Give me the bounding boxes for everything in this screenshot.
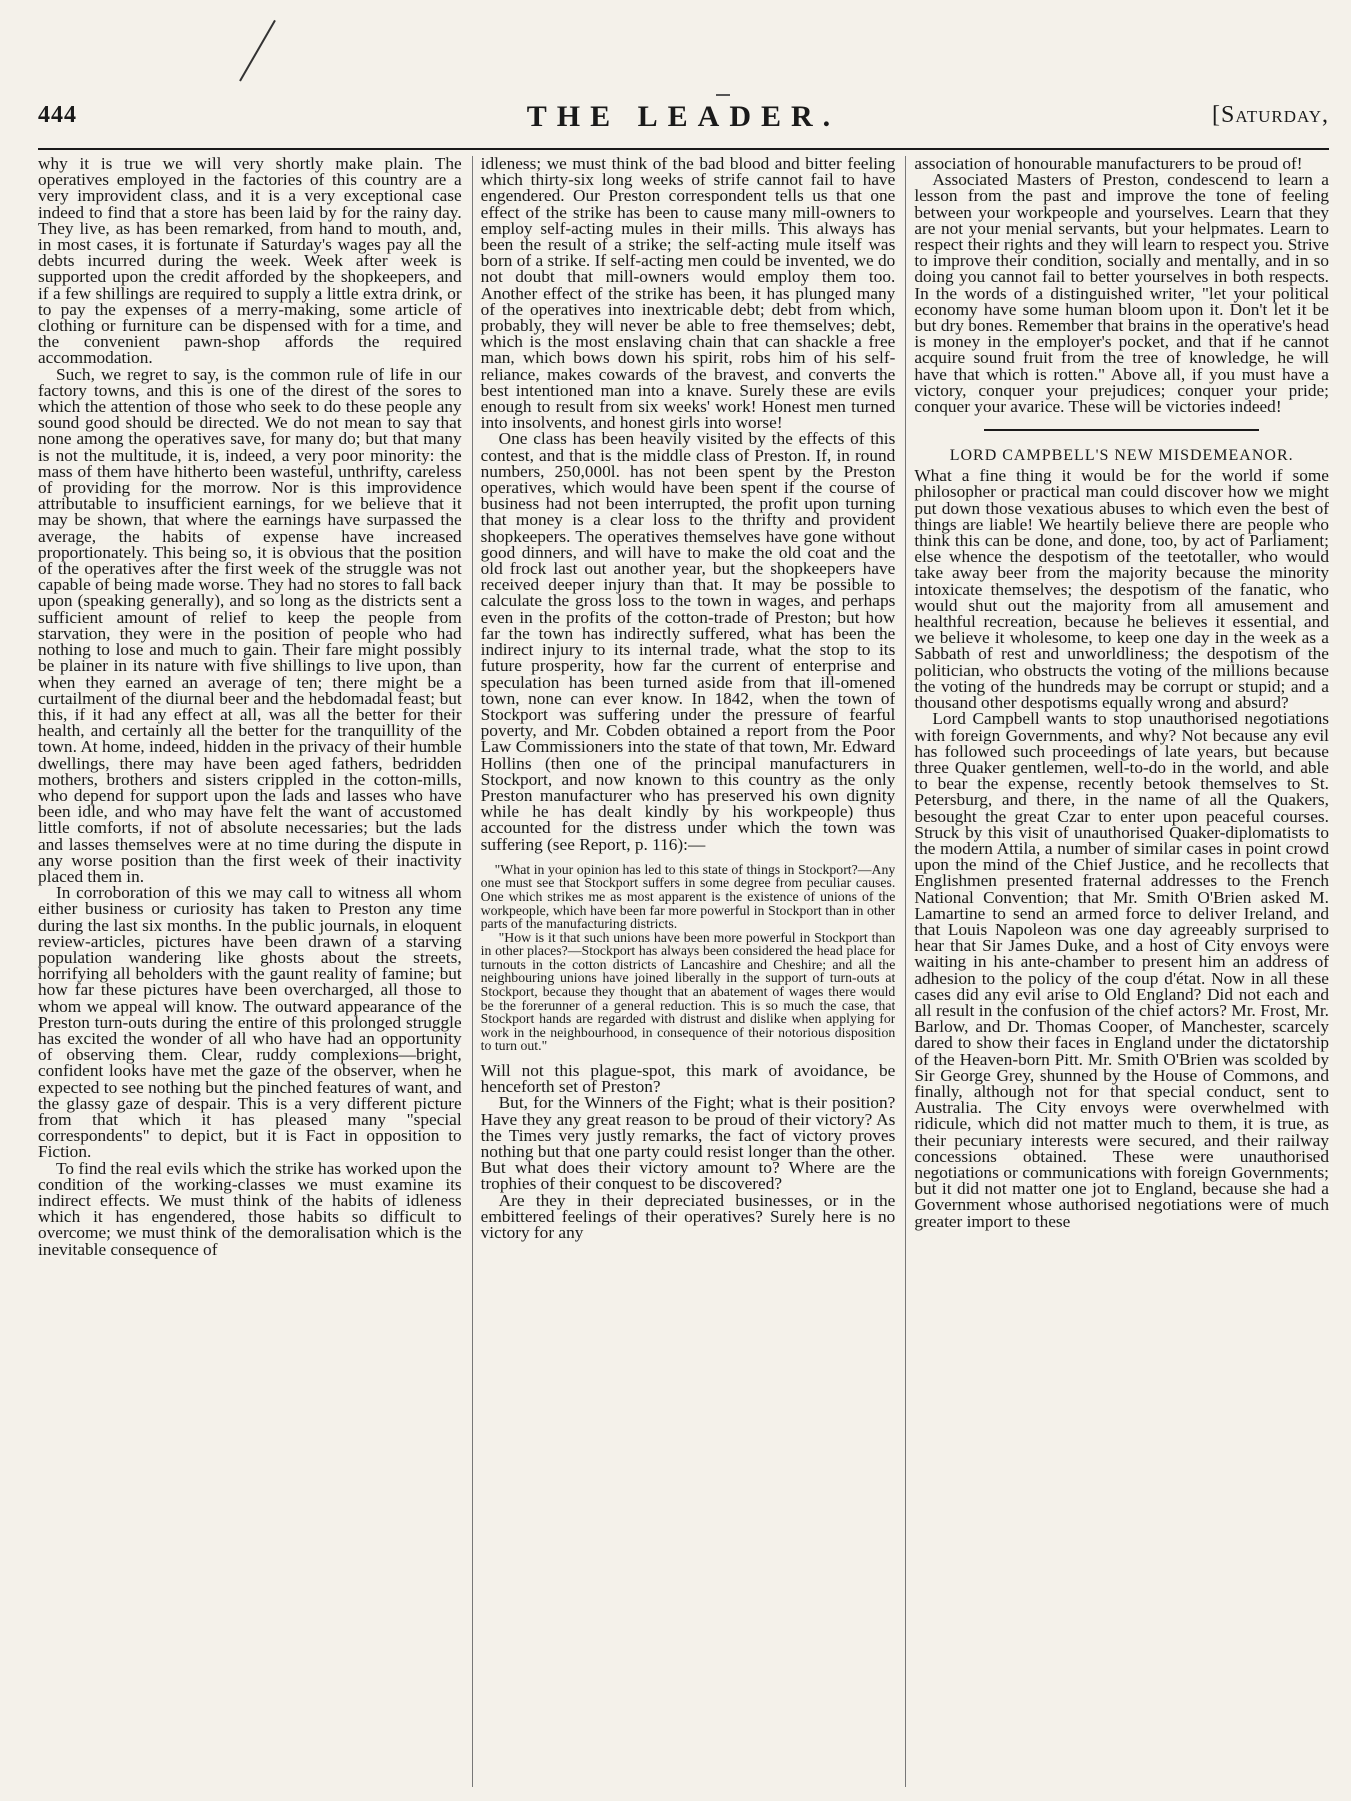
paragraph: Associated Masters of Preston, condescend to learn a lesson from the past and improve the tone of feeling between your workpeople and yourselves. Learn that they are not your menial servants, but your helpmates. Learn to respect their rights and they will learn to respect you. Strive to improve their condition, socially and mentally, and in so doing you cannot fail to better yourselves in both respects. In the words of a distinguished writer, "let your political economy have some human bloom upon it. Don't let it be but dry bones. Remember that brains in the operative's head is money in the employer's pocket, and that if he cannot acquire sound fruit from the tree of knowledge, he will have that which is rotten." Above all, if you must have a victory, conquer your prejudices; conquer your pride; conquer your avarice. These will be victories indeed! [914,170,1329,417]
paragraph: association of honourable manufacturers to be proud of! [914,156,1303,173]
paragraph: In corroboration of this we may call to witness all whom either business or curiosity has taken to Preston any time during the last six months. In the public journals, in eloquent review-articles, pictures have been drawn of a starving population wandering like ghosts about the streets, horrifying all beholders with the gaunt reality of famine; but how far these pictures have been overcharged, all those to whom we appeal will know. The outward appearance of the Preston turn-outs during the entire of this prolonged struggle has excited the wonder of all who have had an opportunity of observing them. Clear, ruddy complexions—bright, confident looks have met the gaze of the observer, when he expected to see nothing but the pinched features of want, and the glassy gaze of despair. This is a very different picture from that which it has pleased many "special correspondents" to depict, but it is Fact in opposition to Fiction. [38,883,462,1162]
section-divider [984,429,1259,431]
column-1 [38,156,462,1787]
page-header [38,96,1329,150]
paragraph: To find the real evils which the strike has worked upon the condition of the working-classes we must examine its indirect effects. We must think of the habits of idleness which it has engendered, those habits so difficult to overcome; we must think of the demoralisation which is the inevitable consequence of [38,1158,462,1259]
article-headline: LORD CAMPBELL'S NEW MISDEMEANOR. [949,447,1294,465]
paragraph: why it is true we will very shortly make plain. The operatives employed in the factories of this country are a very improvident class, and it is a very exceptional case indeed to find that a store has been laid by for the rainy day. They live, as has been remarked, from hand to mouth, and, in most cases, it is fortunate if Saturday's wages pay all the debts incurred during the week. Week after week is supported upon the credit afforded by the shopkeepers, and if a few shillings are required to supply a little extra drink, or to pay the expenses of a merry-making, some article of clothing or furniture can be dispensed with for a time, and the convenient pawn-shop affords the required accommodation. [38,156,462,368]
paragraph: One class has been heavily visited by the effects of this contest, and that is the middle class of Preston. If, in round numbers, 250,000l. has not been spent by the Preston operatives, which would have been spent if the course of business had not been interrupted, the profit upon turning that money is a clear loss to the thrifty and provident shopkeepers. The operatives themselves have gone without good dinners, and will have to make the old coat and the old frock last out another year, but the shopkeepers have received deeper injury than that. It may be possible to calculate the gross loss to the town in wages, and perhaps even in the profits of the cotton-trade of Preston; but how far the town has indirectly suffered, what has been the indirect injury to its internal trade, what the stop to its future prosperity, how far the current of enterprise and speculation has been turned aside from that ill-omened town, none can ever know. In 1842, when the town of Stockport was suffering under the pressure of fearful poverty, and Mr. Cobden obtained a report from the Poor Law Commissioners into the state of that town, Mr. Edward Hollins (then one of the principal manufacturers in Stockport, and now known to this country as the only Preston manufacturer who has preserved his own dignity while he has dealt kindly by his workpeople) thus accounted for the distress under which the town was suffering (see Report, p. 116):— [480,429,896,854]
paragraph: Will not this plague-spot, this mark of avoidance, be henceforth set of Preston? [480,1061,896,1097]
masthead-title: THE LEADER. [526,100,841,133]
paragraph: Lord Campbell wants to stop unauthorised negotiations with foreign Governments, and why? Not because any evil has followed such proceedings of late years, but because three Quaker gentlemen, well-to-do in the world, and able to bear the expense, recently betook themselves to St. Petersburg, and there, in the name of all the Quakers, besought the great Czar to enter upon peaceful courses. Struck by this visit of unauthorised Quaker-diplomatists to the modern Attila, a number of similar cases in point crowd upon the mind of the Chief Justice, and he recollects that Englishmen presented fraternal addresses to the French National Convention; that Mr. Smith O'Brien asked M. Lamartine to send an armed force to deliver Ireland, and that Louis Napoleon was one day agreeably surprised to hear that Sir James Duke, and a host of City envoys were waiting in his ante-chamber to present him an address of adhesion to the policy of the coup d'état. Now in all these cases did any evil arise to Old England? Did not each and all result in the confusion of the chief actors? Mr. Frost, Mr. Barlow, and Dr. Thomas Cooper, of Manchester, scarcely dared to show their faces in England under the dictatorship of the Heaven-born Pitt. Mr. Smith O'Brien was scolded by Sir George Grey, shunned by the House of Commons, and finally, although not for that special conduct, sent to Australia. The City envoys were overwhelmed with ridicule, which did not matter much to them, it is true, as their pecuniary interests were secured, and their railway concessions obtained. These were unauthorised negotiations or communications with foreign Governments; but it did not matter one jot to England, because she had a Government whose authorised negotiations were of much greater import to these [914,709,1329,1231]
paragraph: Such, we regret to say, is the common rule of life in our factory towns, and this is one of the direst of the sores to which the attention of those who seek to do these people any sound good should be directed. We do not mean to say that none among the operatives save, for many do; but that many is not the multitude, it is, indeed, a very poor minority: the mass of them have hitherto been wasteful, unthrifty, careless of providing for the morrow. Nor is this improvidence attributable to insufficient earnings, for we believe that it may be shown, that where the earnings have surpassed the average, the habits of expense have increased proportionately. This being so, it is obvious that the position of the operatives after the first week of the struggle was not capable of being made worse. They had no stores to fall back upon (speaking generally), and so long as the districts sent a sufficient amount of relief to keep the people from starvation, they were in the position of people who had nothing to lose and much to gain. Their fare might possibly be plainer in its nature with five shillings to live upon, than when they earned an average of ten; there might be a curtailment of the diurnal beer and the hebdomadal feast; but this, if it had any effect at all, was all the better for their health, and certainly all the better for the tranquillity of the town. At home, indeed, hidden in the privacy of their humble dwellings, there may have been aged fathers, bedridden mothers, brothers and sisters crippled in the cotton-mills, who depend for support upon the lads and lasses who have been idle, and who may have felt the want of accustomed little comforts, if not of absolute necessaries; but the lads and lasses themselves were at no time during the dispute in any worse position than the first week of their inactivity placed them in. [38,364,462,886]
column-3 [905,156,1329,1787]
paragraph: But, for the Winners of the Fight; what is their position? Have they any great reason to be proud of their victory? As the Times very justly remarks, the fact of victory proves nothing but that one party could resist longer than the other. But what does their victory amount to? Where are the trophies of their conquest to be discovered? [480,1093,896,1194]
quote-paragraph: "What in your opinion has led to this state of things in Stockport?—Any one must see that Stockport suffers in some degree from peculiar causes. One which strikes me as most apparent is the existence of unions of the workpeople, which have been far more powerful in Stockport than in other parts of the manufacturing districts. [480,861,896,932]
quote-paragraph: "How is it that such unions have been more powerful in Stockport than in other places?—Stockport has always been considered the head place for turnouts in the cotton districts of Lancashire and Cheshire; and all the neighbouring unions have joined liberally in the support of turn-outs at Stockport, because they thought that an abatement of wages there would be the forerunner of a general reduction. This is so much the case, that Stockport hands are regarded with distrust and dislike when applying for work in the neighbourhood, in consequence of their notorious disposition to turn out." [480,929,896,1054]
column-2 [472,156,896,1787]
page-number: 444 [38,102,77,128]
article-columns [38,156,1329,1787]
paragraph: idleness; we must think of the bad blood and bitter feeling which thirty-six long weeks of strife cannot fail to have engendered. Our Preston correspondent tells us that one effect of the strike has been to cause many mill-owners to employ self-acting mules in their mills. This always has been the result of a strike; the self-acting mule itself was born of a strike. If self-acting men could be invented, we do not doubt that mill-owners would employ them too. Another effect of the strike has been, it has plunged many of the operatives into inextricable debt; debt from which, probably, they will never be able to free themselves; debt, which is the most enslaving chain that can shackle a free man, which bows down his spirit, robs him of his self-reliance, makes cowards of the bravest, and converts the best intentioned man into a knave. Surely these are evils enough to result from six weeks' work! Honest men turned into insolvents, and honest girls into worse! [480,156,896,433]
paragraph: What a fine thing it would be for the world if some philosopher or practical man could discover how we might put down those vexatious abuses to which even the best of things are liable! We heartily believe there are people who think this can be done, and done, too, by act of Parliament; else whence the despotism of the teetotaller, who would take away beer from the majority because the minority intoxicate themselves; the despotism of the fanatic, who would shut out the majority from all amusement and healthful recreation, because he believes it essential, and we believe it wholesome, to keep one day in the week as a Sabbath of rest and unworldliness; the despotism of the politician, who obstructs the voting of the millions because the voting of the hundreds may be corrupt or stupid; and a thousand other despotisms equally wrong and absurd? [914,466,1329,713]
issue-day: [Saturday, [1211,102,1329,128]
pen-stroke [239,20,276,82]
paragraph: Are they in their depreciated businesses, or in the embittered feelings of their operatives? Surely here is no victory for any [480,1190,896,1243]
report-quotation [481,863,896,1053]
